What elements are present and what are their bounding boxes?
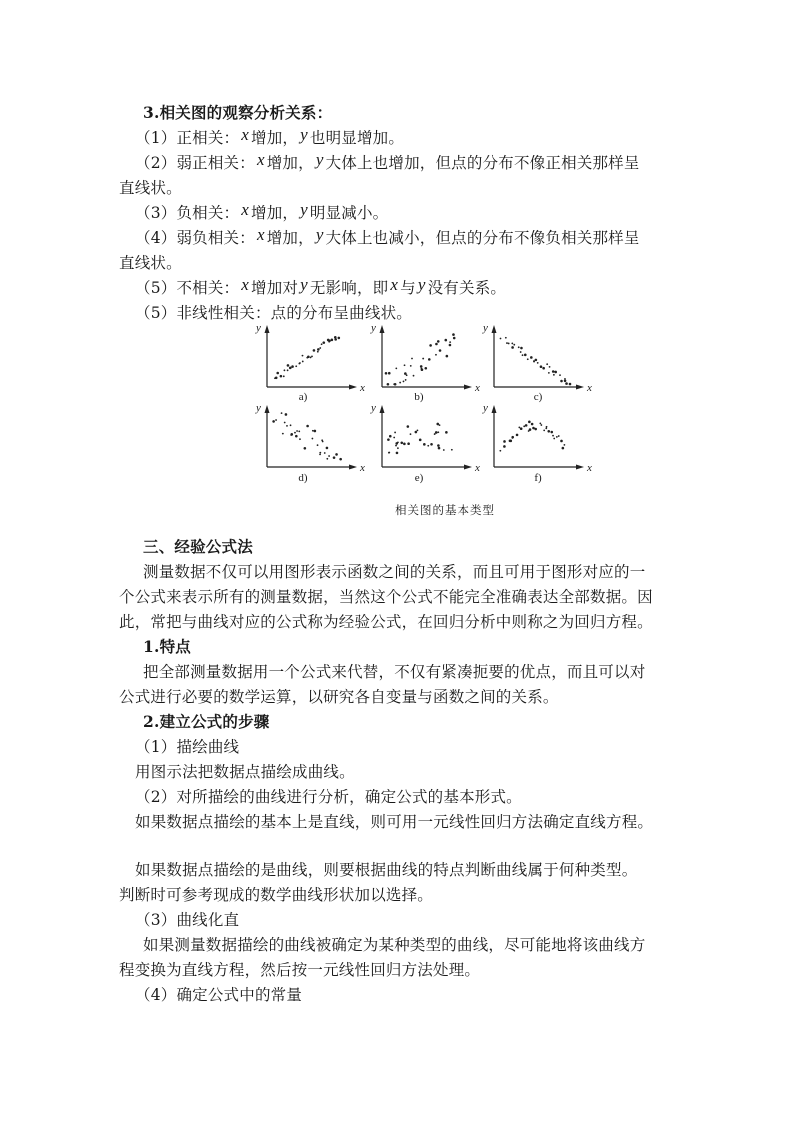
scatter-point [437, 444, 440, 447]
var-y: y [315, 150, 324, 169]
scatter-point [518, 346, 520, 348]
scatter-point [403, 443, 406, 446]
y-axis-label: y [371, 405, 376, 414]
scatter-point [397, 447, 399, 449]
scatter-point [535, 359, 538, 362]
scatter-point [438, 447, 441, 450]
scatter-point [403, 381, 405, 383]
scatter-point [435, 343, 438, 346]
scatter-point [306, 425, 309, 428]
scatter-point [295, 365, 297, 367]
scatter-point [326, 447, 329, 450]
item-mid: 增加， [251, 129, 299, 147]
scatter-point [321, 439, 323, 441]
scatter-point [413, 375, 415, 377]
scatter-point [565, 382, 568, 385]
scatter-point [520, 351, 522, 353]
scatter-point [511, 346, 514, 349]
scatter-point [419, 439, 422, 442]
x-axis-arrow-icon [576, 465, 584, 470]
scatter-point [339, 458, 342, 461]
scatter-point [319, 347, 321, 349]
scatter-point [294, 432, 296, 434]
scatter-point [542, 367, 545, 370]
step-heading: （4）确定公式中的常量 [135, 986, 303, 1004]
scatter-point [290, 433, 293, 436]
x-axis-label: x [587, 462, 592, 474]
scatter-point [525, 424, 528, 427]
scatter-point [287, 364, 290, 367]
scatter-point [389, 435, 392, 438]
paragraph-line: 公式进行必要的数学运算，以研究各自变量与函数之间的关系。 [119, 688, 559, 706]
var-x: x [256, 150, 265, 169]
var-y: y [300, 275, 308, 294]
x-axis-arrow-icon [464, 385, 472, 390]
scatter-point [513, 344, 515, 346]
scatter-point [523, 425, 525, 427]
scatter-point [534, 428, 537, 431]
scatter-point [289, 367, 292, 370]
scatter-point [420, 365, 423, 368]
x-axis-arrow-icon [464, 465, 472, 470]
x-axis-label: x [587, 382, 592, 394]
scatter-point [280, 375, 283, 378]
scatter-point [311, 438, 313, 440]
scatter-point [333, 456, 336, 459]
item-weak-negative [135, 225, 640, 248]
var-y: y [300, 200, 308, 219]
scatter-point [562, 447, 565, 450]
scatter-point [395, 445, 397, 447]
scatter-point [435, 431, 438, 434]
scatter-point [453, 337, 456, 340]
paragraph-line: 如果数据点描绘的是曲线，则要根据曲线的特点判断曲线属于何种类型。 [135, 861, 638, 879]
scatter-point [396, 452, 399, 455]
scatter-point [276, 372, 279, 375]
scatter-point [543, 429, 545, 431]
scatter-point [451, 449, 453, 451]
scatter-point [531, 423, 534, 426]
scatter-point [335, 453, 338, 456]
item-continuation: 直线状。 [119, 179, 182, 197]
scatter-point [549, 366, 551, 368]
scatter-point [388, 372, 391, 375]
scatter-point [436, 423, 439, 426]
y-axis-label: y [483, 405, 488, 414]
scatter-point [283, 375, 285, 377]
scatter-point [527, 358, 529, 360]
item-mid: 与 [400, 279, 416, 297]
item-rest: 也明显增加。 [309, 129, 405, 147]
var-y: y [417, 275, 426, 294]
scatter-point [522, 354, 524, 356]
scatter-point [444, 339, 447, 342]
item-rest: 大体上也增加，但点的分布不像正相关那样呈 [325, 154, 640, 172]
scatter-point [404, 364, 406, 366]
item-positive-correlation [135, 125, 405, 148]
panel-label: a) [298, 391, 308, 403]
scatter-point [410, 433, 412, 435]
scatter-point [287, 369, 289, 371]
scatter-point [546, 426, 548, 428]
scatter-point [553, 374, 555, 376]
y-axis-arrow-icon [380, 405, 385, 413]
scatter-point [424, 367, 427, 370]
panel-label: c) [533, 391, 543, 403]
scatter-point [319, 452, 321, 454]
var-y: y [315, 225, 324, 244]
scatter-point [321, 343, 323, 345]
x-axis-label: x [360, 382, 365, 394]
var-x: x [390, 275, 399, 294]
scatter-point [328, 341, 330, 343]
item-rest: 大体上也减小，但点的分布不像负相关那样呈 [325, 229, 640, 247]
section-heading: 三、经验公式法 [143, 537, 253, 556]
var-x: x [241, 200, 250, 219]
scatter-point [554, 371, 557, 374]
item-prefix: （3）负相关： [135, 204, 240, 222]
scatter-point [291, 365, 294, 368]
scatter-point [302, 355, 304, 357]
scatter-point [435, 354, 437, 356]
y-axis-label: y [256, 325, 261, 334]
subsection-heading: 1.特点 [143, 637, 191, 656]
scatter-point [550, 431, 553, 434]
scatter-point [552, 435, 554, 437]
scatter-point [452, 333, 455, 336]
figure-caption: 相关图的基本类型 [395, 503, 495, 517]
scatter-point [317, 348, 320, 351]
scatter-point [516, 434, 519, 437]
scatter-point [503, 445, 506, 448]
scatter-point [296, 430, 298, 432]
scatter-point [313, 349, 316, 352]
scatter-point [511, 343, 513, 345]
scatter-point [540, 365, 543, 368]
scatter-point [312, 430, 314, 432]
scatter-point [437, 431, 439, 433]
scatter-point [530, 356, 533, 359]
scatter-point [407, 442, 410, 445]
scatter-point [275, 419, 277, 421]
paragraph-line: 判断时可参考现成的数学曲线形状加以选择。 [119, 886, 434, 904]
scatter-point [508, 343, 510, 345]
panel-label: f) [534, 472, 542, 484]
scatter-point [399, 382, 401, 384]
scatter-point [394, 383, 397, 386]
scatter-point [281, 412, 283, 414]
item-prefix: （2）弱正相关： [135, 154, 255, 172]
scatter-point [430, 443, 433, 446]
scatter-point [449, 341, 451, 343]
y-axis-label: y [483, 325, 488, 334]
paragraph-line: 如果测量数据描绘的曲线被确定为某种类型的曲线，尽可能地将该曲线方 [143, 936, 646, 954]
scatter-point [437, 340, 440, 343]
scatter-point [546, 363, 548, 365]
paragraph-line: 程变换为直线方程，然后按一元线性回归方法处理。 [119, 961, 481, 979]
section-heading: 3.相关图的观察分析关系： [143, 103, 333, 122]
scatter-point [509, 440, 512, 443]
scatter-point [388, 452, 390, 454]
x-axis-arrow-icon [576, 385, 584, 390]
scatter-point [511, 436, 514, 439]
scatter-point [503, 440, 506, 443]
scatter-point [552, 370, 555, 373]
scatter-point [314, 430, 317, 433]
scatter-point [446, 355, 449, 358]
scatter-point [322, 341, 325, 344]
scatter-point [528, 421, 531, 424]
scatter-point [319, 453, 321, 455]
scatter-point [499, 450, 501, 452]
item-continuation: 直线状。 [119, 254, 182, 272]
scatter-point [284, 422, 286, 424]
scatter-point [558, 435, 560, 437]
scatter-point [539, 422, 541, 424]
scatter-point [393, 437, 395, 439]
panel-label: d) [298, 472, 308, 484]
scatter-point [395, 368, 397, 370]
var-x: x [241, 125, 250, 144]
scatter-point [387, 438, 390, 441]
scatter-point [299, 438, 301, 440]
scatter-point [520, 347, 523, 350]
scatter-point [505, 337, 507, 339]
scatter-point [500, 338, 502, 340]
item-rest: 明显减小。 [309, 204, 389, 222]
scatter-point [434, 433, 436, 435]
scatter-point [547, 430, 550, 433]
scatter-point [415, 431, 418, 434]
panel-label: b) [414, 391, 424, 403]
panel-label: e) [414, 472, 424, 484]
paragraph-line: 个公式来表示所有的测量数据，当然这个公式不能完全准确表达全部数据。因 [119, 588, 653, 606]
scatter-point [417, 429, 419, 431]
item-prefix: （5）不相关： [135, 279, 240, 297]
scatter-point [429, 344, 432, 347]
scatter-point [553, 438, 555, 440]
y-axis-arrow-icon [265, 405, 270, 413]
scatter-point [275, 376, 278, 379]
scatter-point [317, 351, 319, 353]
y-axis-arrow-icon [380, 325, 385, 333]
scatter-point [506, 342, 508, 344]
paragraph-line: 用图示法把数据点描绘成曲线。 [135, 763, 355, 781]
item-mid: 增加对 [251, 279, 299, 297]
item-weak-positive [135, 150, 640, 173]
scatter-point [290, 424, 292, 426]
x-axis-arrow-icon [349, 385, 357, 390]
scatter-point [406, 374, 408, 376]
step-heading: （3）曲线化直 [135, 911, 240, 929]
item-prefix: （1）正相关： [135, 129, 240, 147]
var-x: x [241, 275, 250, 294]
item-rest: 没有关系。 [427, 279, 507, 297]
scatter-point [284, 369, 286, 371]
scatter-point [304, 447, 307, 450]
item-nonlinear: （5）非线性相关：点的分布呈曲线状。 [135, 304, 412, 322]
scatter-point [302, 361, 304, 363]
scatter-point [520, 427, 523, 430]
step-heading: （1）描绘曲线 [135, 738, 240, 756]
scatter-point [545, 427, 547, 429]
scatter-point [560, 440, 563, 443]
scatter-point [428, 358, 431, 361]
scatter-point [385, 372, 388, 375]
scatter-point [324, 452, 326, 454]
y-axis-arrow-icon [265, 325, 270, 333]
y-axis-arrow-icon [492, 405, 497, 413]
scatter-point [394, 432, 396, 434]
scatter-point [397, 441, 399, 443]
scatter-point [560, 380, 563, 383]
scatter-point [422, 358, 424, 360]
x-axis-arrow-icon [349, 465, 357, 470]
scatter-point [334, 336, 337, 339]
scatter-point [443, 449, 445, 451]
paragraph-line: 如果数据点描绘的基本上是直线，则可用一元线性回归方法确定直线方程。 [135, 813, 654, 831]
scatter-point [331, 339, 334, 342]
item-prefix: （4）弱负相关： [135, 229, 255, 247]
scatter-point [410, 365, 412, 367]
scatter-point [285, 413, 288, 416]
item-mid: 增加， [266, 154, 314, 172]
scatter-point [445, 431, 448, 434]
scatter-point [405, 379, 407, 381]
y-axis-label: y [256, 405, 261, 414]
scatter-point [423, 443, 426, 446]
scatter-point [298, 430, 300, 432]
scatter-point [559, 374, 561, 376]
scatter-point [563, 444, 565, 446]
item-rest: 无影响，即 [309, 279, 389, 297]
scatter-point [299, 362, 301, 364]
x-axis-label: x [475, 462, 480, 474]
scatter-point [272, 420, 275, 423]
scatter-point [533, 360, 535, 362]
scatter-point [540, 424, 542, 426]
item-negative-correlation [135, 200, 389, 223]
scatter-point [427, 445, 429, 447]
scatter-point [548, 372, 550, 374]
paragraph-line: 把全部测量数据用一个公式来代替，不仅有紧凑扼要的优点，而且可以对 [143, 663, 646, 681]
scatter-point [439, 349, 442, 352]
scatter-point [328, 455, 330, 457]
x-axis-label: x [360, 462, 365, 474]
item-mid: 增加， [266, 229, 314, 247]
step-heading: （2）对所描绘的曲线进行分析，确定公式的基本形式。 [135, 788, 522, 806]
scatter-point [449, 344, 452, 347]
y-axis-label: y [371, 325, 376, 334]
scatter-point [564, 379, 567, 382]
item-mid: 增加， [251, 204, 299, 222]
scatter-point [421, 368, 423, 370]
scatter-point [524, 354, 527, 357]
var-y: y [300, 125, 308, 144]
item-no-correlation [135, 275, 507, 298]
scatter-point [311, 355, 313, 357]
x-axis-label: x [475, 382, 480, 394]
scatter-point [282, 433, 284, 435]
scatter-point [326, 458, 328, 460]
var-x: x [256, 225, 265, 244]
scatter-point [307, 355, 310, 358]
scatter-point [537, 362, 539, 364]
paragraph-line: 此，常把与曲线对应的公式称为经验公式，在回归分析中则称之为回归方程。 [119, 613, 653, 631]
scatter-point [286, 425, 288, 427]
scatter-point [556, 436, 558, 438]
scatter-point [400, 442, 403, 445]
scatter-point [569, 383, 572, 386]
scatter-point [411, 358, 413, 360]
scatter-point [317, 444, 319, 446]
scatter-point [529, 428, 532, 431]
scatter-point [387, 383, 390, 386]
scatter-point [338, 337, 341, 340]
scatter-point [518, 427, 520, 429]
scatter-point [532, 427, 535, 430]
scatter-point [407, 425, 410, 428]
subsection-heading: 2.建立公式的步骤 [143, 712, 270, 731]
scatter-point [295, 435, 298, 438]
y-axis-arrow-icon [492, 325, 497, 333]
paragraph-line: 测量数据不仅可以用图形表示函数之间的关系，而且可用于图形对应的一 [143, 563, 646, 581]
